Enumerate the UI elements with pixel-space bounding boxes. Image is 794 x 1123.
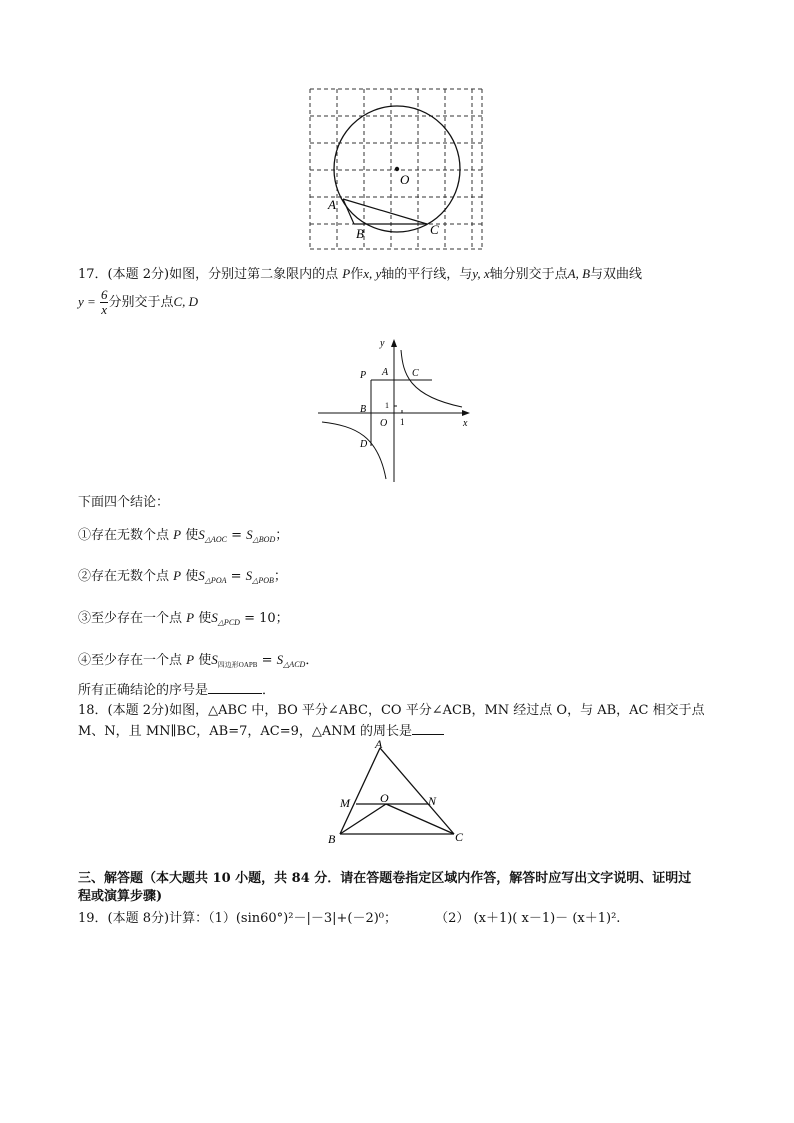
conclusion-end: ； [273, 569, 287, 584]
q17-text3: 轴的平行线，与 [381, 267, 473, 282]
point-p: P [173, 568, 182, 583]
conclusion-mid: 使 [198, 653, 212, 668]
conclusion-end: ； [275, 528, 289, 543]
q17-text4: 轴分别交于点 [489, 267, 568, 282]
label-a: A [328, 197, 336, 212]
point-p: P [173, 527, 182, 542]
conclusion-mark: ③ [78, 611, 92, 626]
q17-text2: 作 [350, 267, 364, 282]
x-axis-arrow [462, 410, 470, 416]
equals: = [231, 528, 242, 543]
label-b: B [356, 226, 364, 241]
area-subscript: △BOD [252, 535, 276, 544]
q17-y-eq: y = [78, 294, 96, 309]
conclusion-text: 存在无数个点 [91, 569, 170, 584]
label-m: M [340, 796, 350, 810]
conclusion-mark: ① [78, 528, 92, 543]
label-a: A [375, 738, 383, 751]
conclusion-4 [78, 651, 318, 674]
conclusion-1 [78, 526, 288, 549]
area-subscript: △PCD [217, 618, 240, 627]
q19-line [78, 910, 620, 928]
conclusion-text: 至少存在一个点 [91, 653, 183, 668]
point-p: P [186, 652, 195, 667]
conclusion-2 [78, 567, 287, 590]
conclusion-end: ； [275, 611, 289, 626]
equals: = [244, 611, 255, 626]
grid-circle-figure [306, 86, 486, 254]
label-c: C [412, 368, 419, 379]
area-symbol: S [211, 652, 218, 667]
area-subscript: 四边形OAPB [217, 661, 258, 669]
label-b: B [360, 404, 367, 415]
conclusion-text: 至少存在一个点 [91, 611, 183, 626]
label-c: C [455, 830, 464, 844]
q17-cd: C, D [173, 294, 199, 309]
answer-blank[interactable] [208, 681, 262, 694]
area-value: 10 [259, 611, 276, 626]
q17-line2 [78, 287, 198, 318]
answer-prompt: 所有正确结论的序号是 [78, 683, 209, 698]
label-c: C [430, 222, 439, 237]
answer-end: ． [262, 683, 276, 698]
q18-line1: 18．(本题 2分)如图，△ABC 中，BO 平分∠ABC，CO 平分∠ACB，MN 经过点 O，与 AB，AC 相交于点 [78, 703, 705, 718]
section3-heading-line2: 程或演算步骤) [78, 889, 163, 904]
label-one-y: 1 [385, 401, 389, 410]
label-y: y [380, 338, 385, 349]
label-o: O [380, 791, 389, 805]
q17-xy: x, y [363, 266, 382, 281]
label-o: O [400, 172, 410, 187]
center-point-o [395, 167, 399, 171]
conclusion-3 [78, 609, 289, 632]
q17-intro: 下面四个结论： [78, 495, 170, 510]
q17-text5: 与双曲线 [590, 267, 643, 282]
side-ac [380, 748, 454, 834]
q17-yx: y, x [472, 266, 490, 281]
q19-part1: 19．(本题 8分)计算：（1）(sin60°)²－|－3|+(－2)⁰； [78, 911, 398, 926]
area-subscript: △POB [252, 576, 274, 585]
equals: = [261, 653, 273, 668]
conclusion-mark: ② [78, 569, 92, 584]
area-subscript: △AOC [204, 535, 227, 544]
q17-number: 17． [78, 267, 108, 282]
point-p: P [186, 610, 195, 625]
hyperbola-figure [316, 334, 476, 484]
area-symbol: S [198, 527, 205, 542]
hyperbola-branch-1 [401, 350, 462, 407]
q19-part2: （2） (x＋1)( x－1)－ (x＋1)². [435, 911, 621, 926]
label-b: B [328, 832, 336, 846]
area-symbol: S [198, 568, 205, 583]
q18-answer-blank[interactable] [412, 722, 444, 735]
triangle-figure [326, 738, 470, 848]
q17-point-p: P [342, 266, 351, 281]
area-symbol: S [276, 652, 284, 667]
q17-ab: A, B [567, 266, 591, 281]
area-subscript: △POA [204, 576, 227, 585]
label-a: A [382, 367, 389, 378]
chord-ac [343, 199, 427, 224]
label-o: O [380, 418, 388, 429]
area-subscript: △ACD [283, 660, 306, 669]
label-p: P [360, 370, 367, 381]
conclusion-end: ． [305, 653, 319, 668]
label-d: D [360, 439, 368, 450]
conclusion-mark: ④ [78, 653, 92, 668]
q17-line1 [78, 265, 642, 284]
equals: = [230, 569, 242, 584]
fraction-denominator: x [101, 302, 108, 317]
chord-ab [343, 199, 354, 224]
segment-co [386, 804, 454, 834]
conclusion-mid: 使 [185, 569, 199, 584]
label-n: N [428, 794, 437, 808]
area-symbol: S [211, 610, 218, 625]
hyperbola-branch-3 [322, 422, 386, 479]
label-one-x: 1 [400, 417, 405, 427]
q17-text6: 分别交于点 [108, 295, 174, 310]
section3-heading-line1: 三、解答题（本大题共 10 小题，共 84 分．请在答题卷指定区域内作答，解答时应写出文字说明、证明过 [78, 871, 692, 886]
q17-text1: 如图，分别过第二象限内的点 [169, 267, 339, 282]
q17-answer-line [78, 681, 275, 700]
conclusion-mid: 使 [185, 528, 199, 543]
y-axis-arrow [391, 339, 397, 347]
conclusion-mid: 使 [198, 611, 212, 626]
fraction-numerator: 6 [100, 287, 108, 302]
area-symbol: S [245, 568, 253, 583]
area-symbol: S [246, 527, 253, 542]
conclusion-text: 存在无数个点 [91, 528, 170, 543]
q17-score: (本题 2分) [107, 267, 170, 282]
label-x: x [463, 418, 468, 429]
q18-text: M、N，且 MN∥BC，AB=7，AC=9，△ANM 的周长是 [78, 724, 413, 739]
